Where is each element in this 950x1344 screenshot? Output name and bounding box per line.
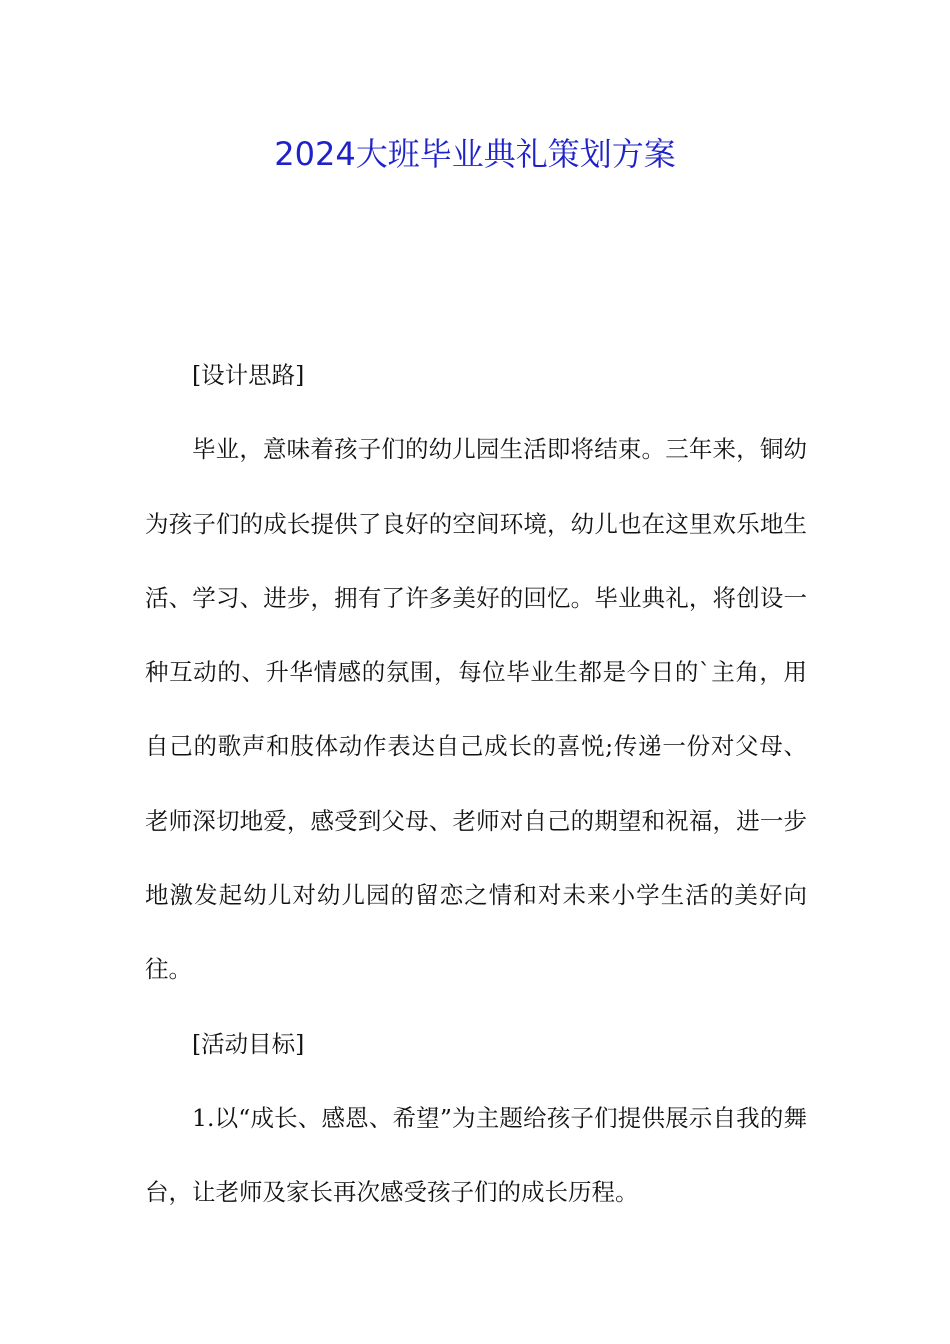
section-heading-activity-goals: [活动目标] — [192, 1029, 305, 1058]
document-body — [145, 338, 807, 1230]
document-title: 2024大班毕业典礼策划方案 — [274, 135, 676, 173]
paragraph-design-idea: 毕业，意味着孩子们的幼儿园生活即将结束。三年来，铜幼为孩子们的成长提供了良好的空间环境，幼儿也在这里欢乐地生活、学习、进步，拥有了许多美好的回忆。毕业典礼，将创设一种互动的、升华情感的氛围，每位毕业生都是今日的`主角，用自己的歌声和肢体动作表达自己成长的喜悦;传递一份对父母、老师深切地爱，感受到父母、老师对自己的期望和祝福，进一步地激发起幼儿对幼儿园的留恋之情和对未来小学生活的美好向往。 — [145, 435, 807, 984]
section-heading-design-idea: [设计思路] — [192, 361, 305, 389]
paragraph-goal-1: 1.以“成长、感恩、希望”为主题给孩子们提供展示自我的舞台，让老师及家长再次感受孩子们的成长历程。 — [145, 1103, 807, 1207]
